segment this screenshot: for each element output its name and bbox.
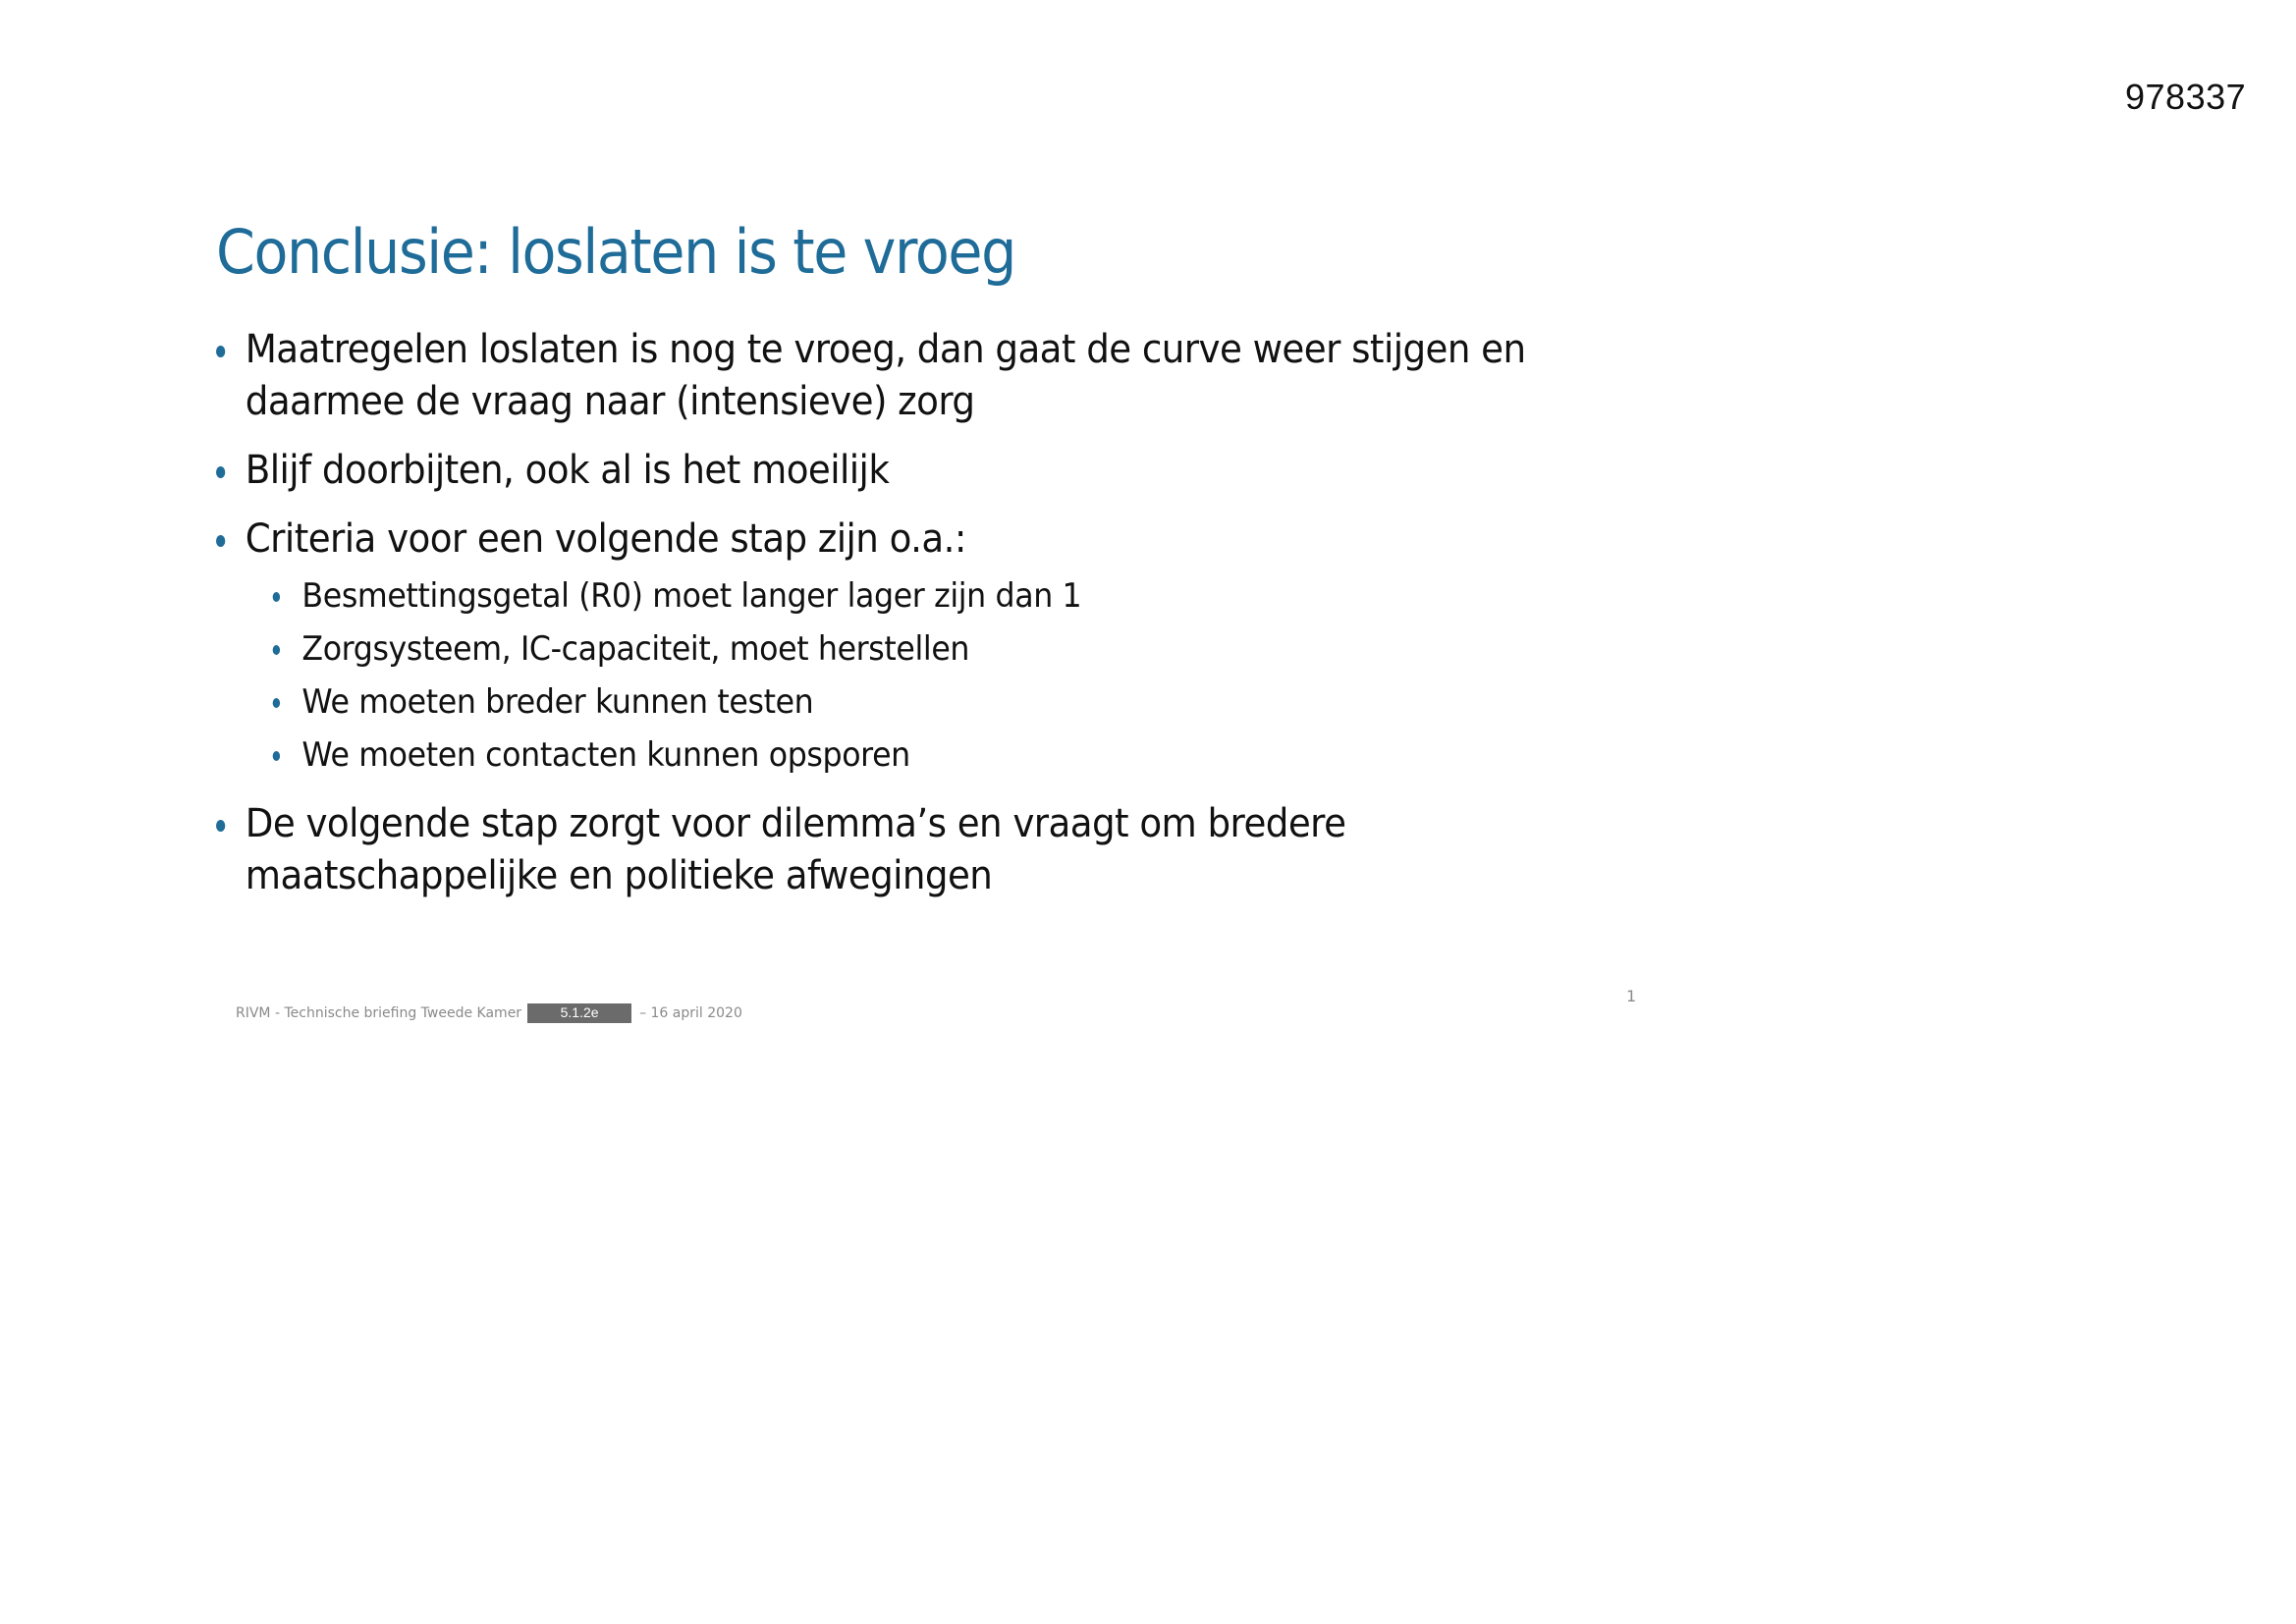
- footer-source: RIVM - Technische briefing Tweede Kamer: [236, 1005, 522, 1021]
- sub-bullet-item: [246, 676, 1615, 729]
- page-number: 1: [1626, 987, 1637, 1005]
- sub-bullet-list: [246, 569, 1615, 782]
- slide-title: Conclusie: loslaten is te vroeg: [216, 215, 1015, 288]
- bullet-dot-icon: [216, 535, 225, 547]
- bullet-item: [216, 445, 1615, 497]
- document-number: 978337: [2125, 77, 2247, 117]
- sub-bullet-dot-icon: [273, 645, 280, 655]
- sub-bullet-text: Besmettingsgetal (R0) moet langer lager zijn dan 1: [301, 576, 1082, 616]
- sub-bullet-item: [246, 623, 1615, 676]
- sub-bullet-dot-icon: [273, 592, 280, 602]
- redaction-box: 5.1.2e: [527, 1003, 631, 1023]
- bullet-item: [216, 798, 1615, 902]
- slide-footer: [236, 1003, 742, 1023]
- bullet-dot-icon: [216, 466, 225, 478]
- sub-bullet-dot-icon: [273, 698, 280, 708]
- sub-bullet-text: Zorgsysteem, IC-capaciteit, moet herstellen: [301, 629, 970, 669]
- bullet-text: De volgende stap zorgt voor dilemma’s en vraagt om bredere maatschappelijke en politieke afwegingen: [245, 801, 1346, 898]
- bullet-item: [216, 324, 1615, 428]
- bullet-text: Criteria voor een volgende stap zijn o.a.:: [245, 516, 966, 562]
- sub-bullet-text: We moeten breder kunnen testen: [301, 682, 814, 722]
- bullet-item: [216, 514, 1615, 782]
- bullet-list: [216, 324, 1721, 919]
- bullet-text: Blijf doorbijten, ook al is het moeilijk: [245, 448, 890, 493]
- sub-bullet-item: [246, 569, 1615, 623]
- sub-bullet-dot-icon: [273, 751, 280, 761]
- footer-date: – 16 april 2020: [639, 1005, 742, 1021]
- bullet-dot-icon: [216, 820, 225, 832]
- bullet-dot-icon: [216, 346, 225, 357]
- sub-bullet-text: We moeten contacten kunnen opsporen: [301, 735, 910, 775]
- sub-bullet-item: [246, 729, 1615, 782]
- bullet-text: Maatregelen loslaten is nog te vroeg, dan gaat de curve weer stijgen en daarmee de vraag naar (intensieve) zorg: [245, 327, 1526, 424]
